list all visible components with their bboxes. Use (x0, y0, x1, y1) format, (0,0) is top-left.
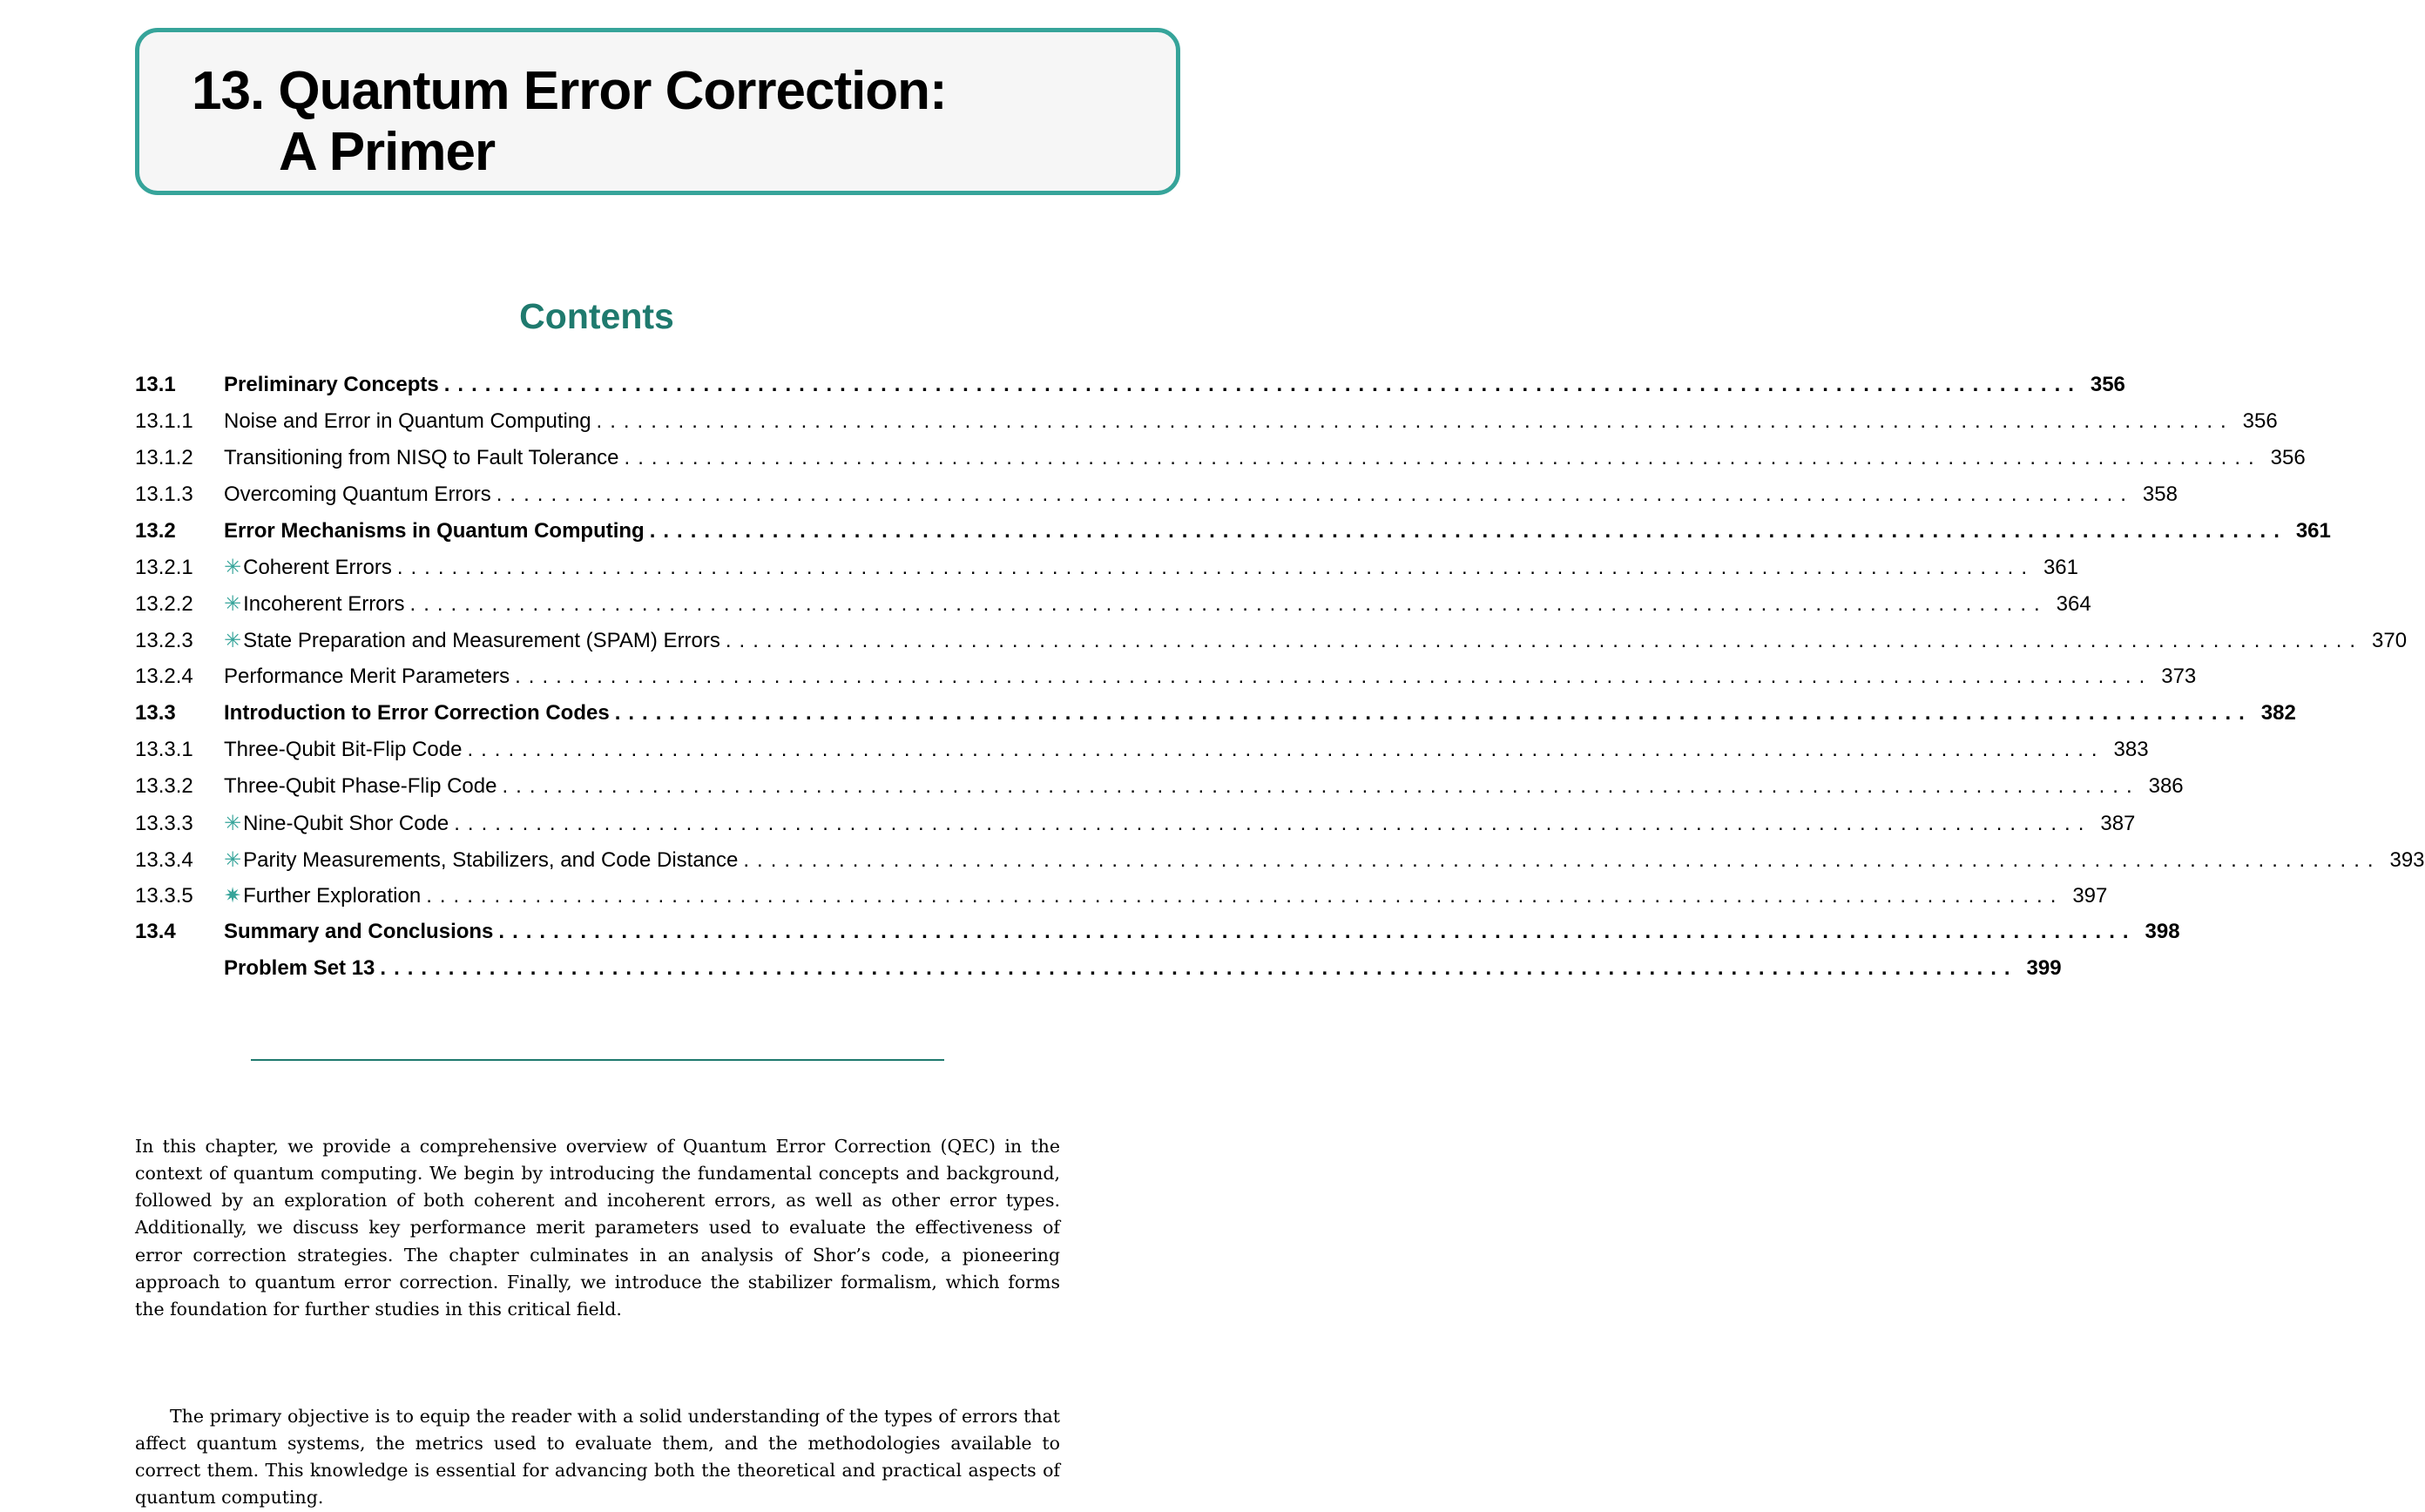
toc-entry[interactable] (135, 811, 2136, 847)
toc-number: 13.3.3 (135, 811, 193, 835)
toc-title[interactable]: Error Mechanisms in Quantum Computing (224, 518, 645, 543)
toc-title[interactable]: Performance Merit Parameters (224, 665, 510, 689)
toc-page[interactable]: 382 (2260, 701, 2296, 726)
toc-page[interactable]: 361 (2043, 556, 2078, 580)
asterisk-icon: ✳ (224, 629, 242, 653)
toc-title[interactable]: Coherent Errors (243, 556, 392, 580)
toc-page[interactable]: 398 (2145, 920, 2180, 944)
toc-title[interactable]: Summary and Conclusions (224, 920, 494, 944)
toc-page[interactable]: 364 (2056, 592, 2091, 617)
toc-page[interactable]: 358 (2142, 482, 2178, 506)
toc-entry[interactable] (135, 445, 2306, 483)
toc-title[interactable]: Further Exploration (243, 884, 422, 908)
toc-number: 13.2.3 (135, 629, 193, 653)
toc-entry[interactable] (135, 482, 2178, 519)
intro-paragraph-1: In this chapter, we provide a comprehensive overview of Quantum Error Correction (QEC) in the context of quantum computing. We begin by introducing the fundamental concepts and background, followed by an exploration of both coherent and incoherent errors, as well as other error types. Additionally, we discuss key performance merit parameters used to evaluate the effectiveness of error correction strategies. The chapter culminates in an analysis of Shor’s code, a pioneering approach to quantum error correction. Finally, we introduce the stabilizer formalism, which forms the foundation for further studies in this critical field. (135, 1135, 1060, 1320)
toc-entry[interactable] (135, 956, 2062, 993)
toc-number: 13.3.4 (135, 847, 193, 872)
toc-leader-dots: ........................................................................................................................ (725, 629, 2364, 653)
asterisk-icon: ✳ (224, 592, 242, 617)
toc-leader-dots: ........................................................................................................................ (596, 408, 2234, 433)
toc-leader-dots: ........................................................................................................................ (454, 811, 2092, 835)
toc-title[interactable]: Transitioning from NISQ to Fault Tolerance (224, 445, 619, 469)
toc-number: 13.3 (135, 701, 176, 726)
toc-number: 13.3.1 (135, 737, 193, 761)
toc-page[interactable]: 399 (2026, 956, 2062, 981)
toc-leader-dots: ........................................................................................................................ (515, 665, 2153, 689)
toc-number: 13.2 (135, 518, 176, 543)
toc-title[interactable]: Nine-Qubit Shor Code (243, 811, 449, 835)
toc-entry[interactable] (135, 665, 2197, 701)
toc-page[interactable]: 356 (2270, 445, 2306, 469)
toc-leader-dots: ........................................................................................................................ (614, 701, 2253, 726)
toc-page[interactable]: 370 (2372, 629, 2408, 653)
toc-title[interactable]: Noise and Error in Quantum Computing (224, 408, 591, 433)
toc-entry[interactable] (135, 701, 2296, 738)
toc-page[interactable]: 387 (2100, 811, 2136, 835)
asterisk-icon: ✳ (224, 847, 242, 872)
toc-entry[interactable] (135, 591, 2091, 628)
toc-number: 13.3.2 (135, 773, 193, 798)
toc-page[interactable]: 383 (2113, 737, 2149, 761)
toc-title[interactable]: Problem Set 13 (224, 956, 375, 981)
toc-page[interactable]: 356 (2242, 408, 2278, 433)
toc-title[interactable]: Overcoming Quantum Errors (224, 482, 491, 506)
toc-number: 13.2.1 (135, 556, 193, 580)
toc-leader-dots: ........................................................................................................................ (443, 373, 2082, 396)
chapter-title (192, 61, 947, 183)
toc-entry[interactable] (135, 737, 2149, 774)
toc-number: 13.1 (135, 373, 176, 396)
toc-page[interactable]: 356 (2090, 373, 2125, 396)
asterisk-icon: ✳ (224, 811, 242, 835)
toc-entry[interactable] (135, 555, 2078, 591)
toc-leader-dots: ........................................................................................................................ (502, 773, 2140, 798)
toc-leader-dots: ........................................................................................................................ (380, 956, 2018, 981)
toc-page[interactable]: 361 (2295, 518, 2331, 543)
toc-number: 13.4 (135, 920, 176, 944)
toc-title[interactable]: Incoherent Errors (243, 592, 405, 617)
toc-entry[interactable] (135, 628, 2408, 665)
toc-leader-dots: ........................................................................................................................ (498, 920, 2137, 944)
table-of-contents (135, 373, 2425, 993)
toc-leader-dots: ........................................................................................................................ (496, 482, 2134, 506)
intro-paragraph-2: The primary objective is to equip the reader with a solid understanding of the types of errors that affect quantum systems, the metrics used to evaluate them, and the methodologies available to correct them. This knowledge is essential for advancing both the theoretical and practical aspects of quantum computing. (135, 1405, 1060, 1509)
toc-leader-dots: ........................................................................................................................ (649, 518, 2287, 543)
toc-entry[interactable] (135, 408, 2278, 446)
chapter-title-line2: A Primer (279, 122, 496, 182)
toc-page[interactable]: 386 (2148, 773, 2184, 798)
toc-title[interactable]: Preliminary Concepts (224, 373, 439, 396)
toc-entry[interactable] (135, 847, 2425, 884)
toc-page[interactable]: 397 (2072, 884, 2108, 908)
toc-leader-dots: ........................................................................................................................ (426, 884, 2064, 908)
toc-leader-dots: ........................................................................................................................ (624, 445, 2262, 469)
toc-title[interactable]: Parity Measurements, Stabilizers, and Code Distance (243, 847, 739, 872)
toc-leader-dots: ........................................................................................................................ (467, 737, 2105, 761)
toc-leader-dots: ........................................................................................................................ (409, 592, 2048, 617)
toc-number: 13.2.2 (135, 592, 193, 617)
toc-entry[interactable] (135, 373, 2125, 409)
toc-number: 13.3.5 (135, 884, 193, 908)
toc-entry[interactable] (135, 883, 2108, 920)
contents-heading: Contents (519, 296, 674, 336)
divider (251, 1059, 944, 1061)
toc-title[interactable]: Introduction to Error Correction Codes (224, 701, 610, 726)
toc-page[interactable]: 373 (2161, 665, 2197, 689)
toc-number: 13.1.1 (135, 408, 193, 433)
toc-entry[interactable] (135, 920, 2180, 956)
toc-title[interactable]: Three-Qubit Bit-Flip Code (224, 737, 463, 761)
toc-number: 13.2.4 (135, 665, 193, 689)
toc-page[interactable]: 393 (2389, 847, 2425, 872)
toc-entry[interactable] (135, 773, 2184, 811)
asterisk-icon: ✷ (224, 884, 242, 908)
toc-leader-dots: ........................................................................................................................ (396, 556, 2035, 580)
toc-title[interactable]: Three-Qubit Phase-Flip Code (224, 773, 497, 798)
toc-entry[interactable] (135, 518, 2331, 556)
chapter-title-line1: 13. Quantum Error Correction: (192, 61, 947, 121)
toc-number: 13.1.3 (135, 482, 193, 506)
asterisk-icon: ✳ (224, 556, 242, 580)
toc-title[interactable]: State Preparation and Measurement (SPAM) Errors (243, 629, 720, 653)
toc-leader-dots: ........................................................................................................................ (743, 847, 2381, 872)
toc-number: 13.1.2 (135, 445, 193, 469)
